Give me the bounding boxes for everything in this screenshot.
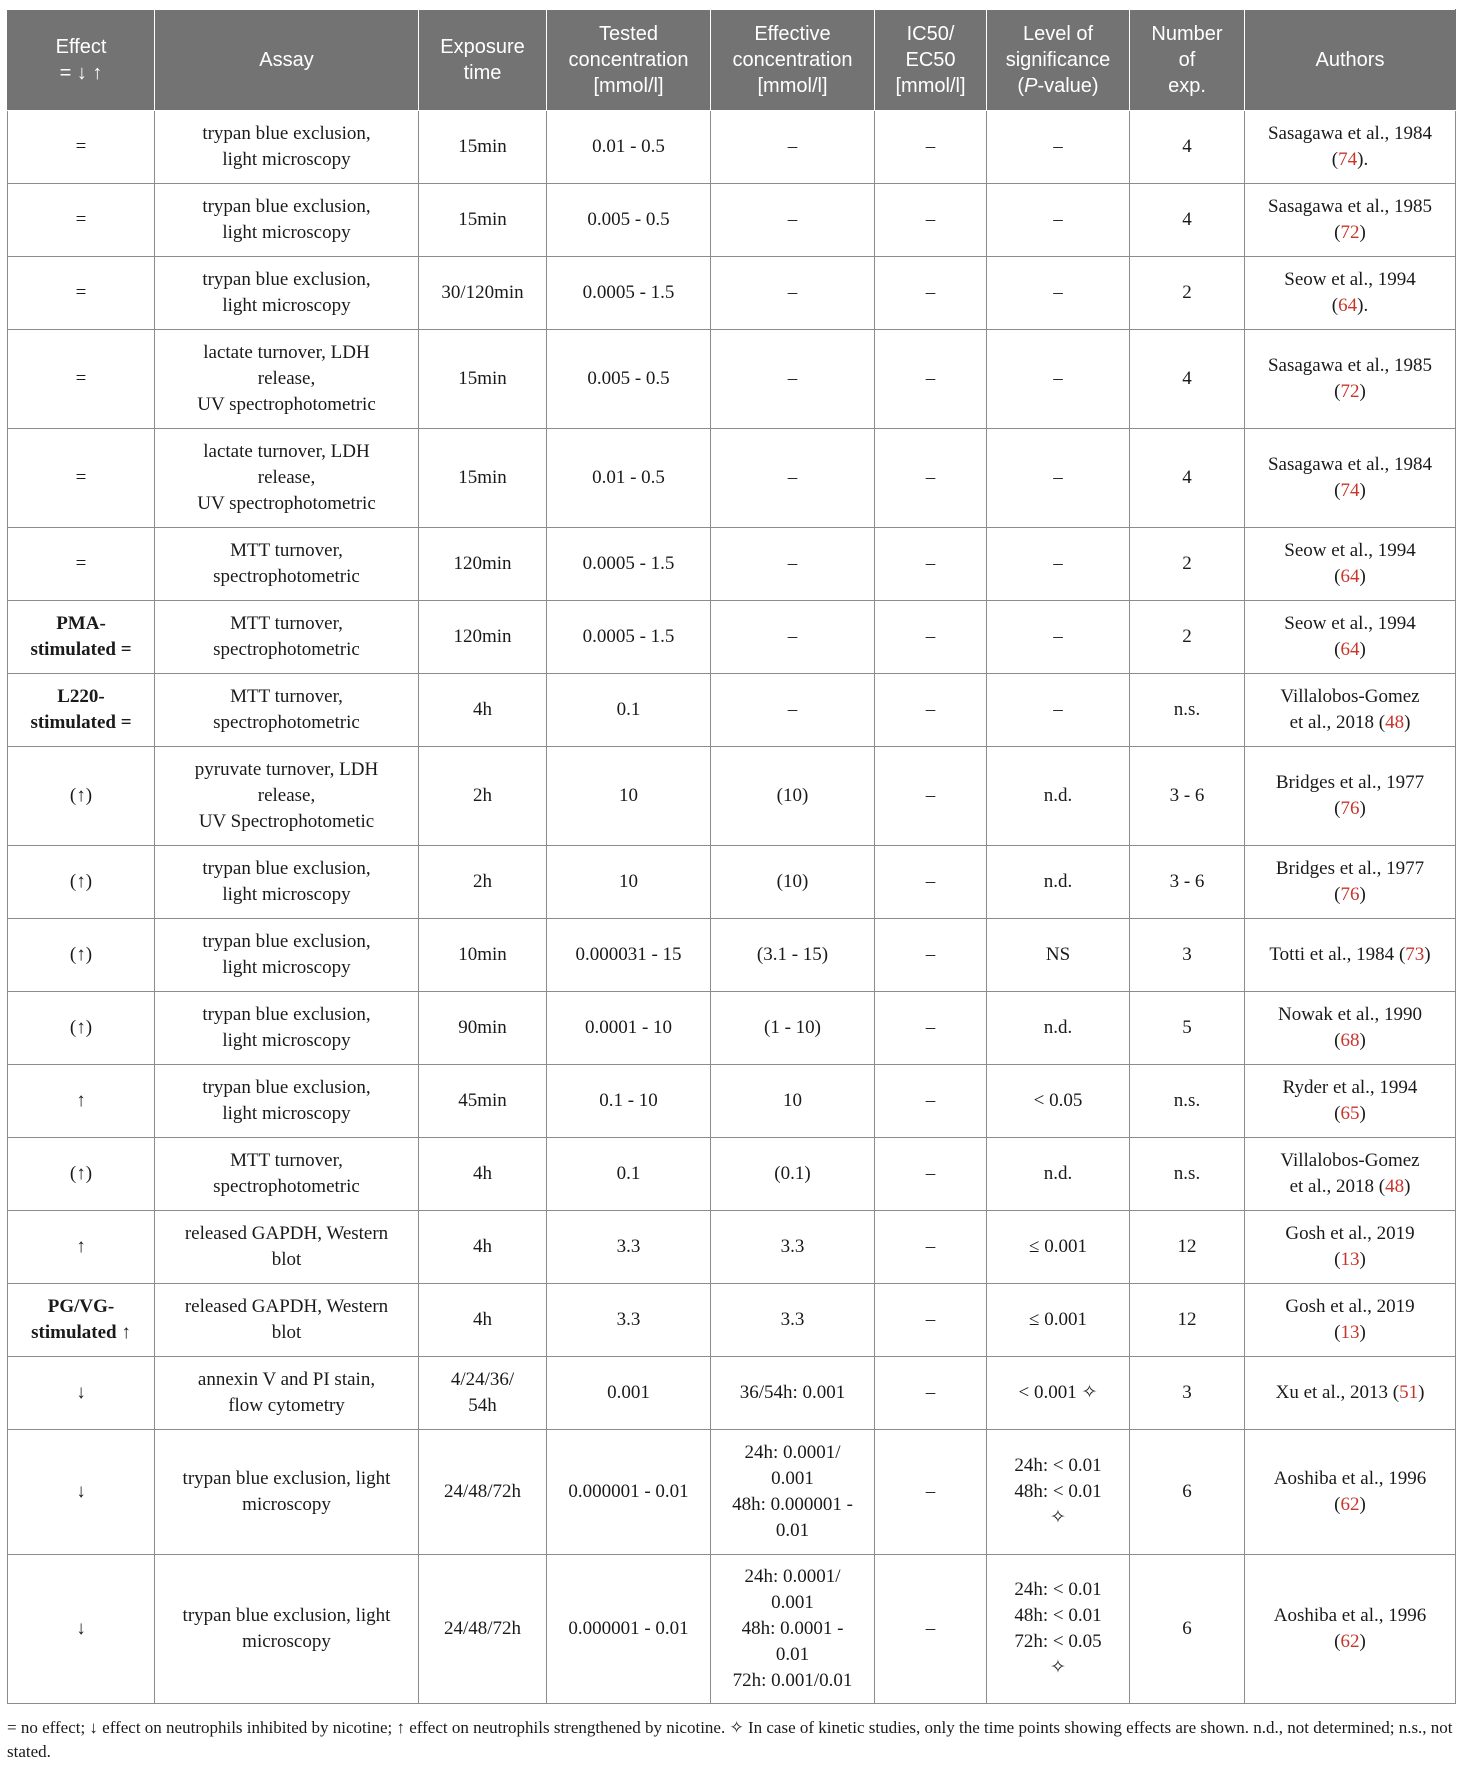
reference-link[interactable]: 64 (1338, 295, 1358, 316)
cell-effective-concentration: – (711, 257, 875, 330)
cell-assay: trypan blue exclusion, light microscopy (155, 919, 419, 992)
cell-tested-concentration: 0.0005 - 1.5 (547, 601, 711, 674)
table-row (8, 601, 1456, 674)
cell-ic50-ec50: – (875, 1430, 987, 1555)
cell-number-of-exp: 4 (1130, 330, 1245, 429)
cell-number-of-exp: 2 (1130, 257, 1245, 330)
cell-effective-concentration: – (711, 184, 875, 257)
table-row (8, 111, 1456, 184)
cell-significance: ≤ 0.001 (987, 1211, 1130, 1284)
author-text: Sasagawa et al., 1984 (1267, 454, 1433, 475)
cell-number-of-exp: 6 (1130, 1555, 1245, 1704)
cell-effective-concentration: – (711, 601, 875, 674)
author-text: Sasagawa et al., 1985 (1267, 196, 1433, 217)
table-row (8, 1555, 1456, 1704)
cell-authors: Sasagawa et al., 1985 (72) (1245, 330, 1456, 429)
cell-effective-concentration: 24h: 0.0001/ 0.001 48h: 0.0001 - 0.01 72h: 0.001/0.01 (711, 1555, 875, 1704)
cell-exposure-time: 30/120min (419, 257, 547, 330)
cell-effect: = (8, 184, 155, 257)
cell-authors: Aoshiba et al., 1996 (62) (1245, 1555, 1456, 1704)
reference-suffix: . (1363, 295, 1369, 316)
cell-significance: – (987, 330, 1130, 429)
table-row (8, 992, 1456, 1065)
table-header-row (8, 10, 1456, 111)
cell-number-of-exp: 4 (1130, 429, 1245, 528)
cell-tested-concentration: 3.3 (547, 1284, 711, 1357)
cell-tested-concentration: 0.1 - 10 (547, 1065, 711, 1138)
cell-effect: = (8, 528, 155, 601)
cell-tested-concentration: 0.005 - 0.5 (547, 184, 711, 257)
reference-link[interactable]: 76 (1340, 884, 1360, 905)
cell-number-of-exp: 3 - 6 (1130, 846, 1245, 919)
cell-effect: (↑) (8, 1138, 155, 1211)
cell-assay: released GAPDH, Western blot (155, 1211, 419, 1284)
table-row (8, 1065, 1456, 1138)
table-row (8, 257, 1456, 330)
cell-number-of-exp: 2 (1130, 528, 1245, 601)
cell-ic50-ec50: – (875, 528, 987, 601)
cell-assay: trypan blue exclusion, light microscopy (155, 1430, 419, 1555)
cell-number-of-exp: 12 (1130, 1211, 1245, 1284)
cell-significance: n.d. (987, 846, 1130, 919)
cell-authors: Nowak et al., 1990 (68) (1245, 992, 1456, 1065)
cell-exposure-time: 15min (419, 330, 547, 429)
cell-tested-concentration: 0.01 - 0.5 (547, 429, 711, 528)
cell-tested-concentration: 0.000001 - 0.01 (547, 1555, 711, 1704)
cell-number-of-exp: n.s. (1130, 1138, 1245, 1211)
header-tested-concentration: Tested concentration [mmol/l] (547, 10, 711, 111)
cell-number-of-exp: 3 - 6 (1130, 747, 1245, 846)
cell-authors: Seow et al., 1994 (64) (1245, 528, 1456, 601)
cell-authors: Villalobos-Gomez et al., 2018 (48) (1245, 1138, 1456, 1211)
cell-tested-concentration: 0.0005 - 1.5 (547, 528, 711, 601)
cell-exposure-time: 24/48/72h (419, 1430, 547, 1555)
cell-ic50-ec50: – (875, 1211, 987, 1284)
cell-significance: – (987, 184, 1130, 257)
cell-ic50-ec50: – (875, 992, 987, 1065)
cell-effect: ↑ (8, 1065, 155, 1138)
cell-authors: Gosh et al., 2019 (13) (1245, 1284, 1456, 1357)
cell-significance: – (987, 429, 1130, 528)
cell-tested-concentration: 10 (547, 747, 711, 846)
reference-link[interactable]: 76 (1340, 798, 1360, 819)
table-row (8, 919, 1456, 992)
reference-link[interactable]: 62 (1340, 1494, 1360, 1515)
cell-authors: Gosh et al., 2019 (13) (1245, 1211, 1456, 1284)
author-text: Nowak et al., 1990 (1277, 1004, 1423, 1025)
cell-authors: Xu et al., 2013 (51) (1245, 1357, 1456, 1430)
author-text: Gosh et al., 2019 (1285, 1296, 1415, 1317)
reference-link[interactable]: 65 (1340, 1103, 1360, 1124)
cell-ic50-ec50: – (875, 674, 987, 747)
reference-link[interactable]: 68 (1340, 1030, 1360, 1051)
cell-assay: trypan blue exclusion, light microscopy (155, 1065, 419, 1138)
cell-authors: Bridges et al., 1977 (76) (1245, 747, 1456, 846)
cell-exposure-time: 90min (419, 992, 547, 1065)
cell-tested-concentration: 0.1 (547, 674, 711, 747)
cell-effective-concentration: – (711, 330, 875, 429)
cell-exposure-time: 2h (419, 846, 547, 919)
cell-ic50-ec50: – (875, 429, 987, 528)
cell-ic50-ec50: – (875, 1138, 987, 1211)
cell-authors: Ryder et al., 1994 (65) (1245, 1065, 1456, 1138)
cell-significance: – (987, 601, 1130, 674)
cell-effect: (↑) (8, 747, 155, 846)
author-text: Seow et al., 1994 (1284, 613, 1416, 634)
cell-assay: lactate turnover, LDH release, UV spectrophotometric (155, 330, 419, 429)
cell-effective-concentration: – (711, 674, 875, 747)
cell-tested-concentration: 0.000001 - 0.01 (547, 1430, 711, 1555)
cell-ic50-ec50: – (875, 184, 987, 257)
cell-significance: – (987, 528, 1130, 601)
cell-effective-concentration: 36/54h: 0.001 (711, 1357, 875, 1430)
cell-exposure-time: 15min (419, 111, 547, 184)
cell-tested-concentration: 10 (547, 846, 711, 919)
cell-effect: ↓ (8, 1430, 155, 1555)
cell-number-of-exp: 2 (1130, 601, 1245, 674)
cell-number-of-exp: 6 (1130, 1430, 1245, 1555)
cell-authors: Bridges et al., 1977 (76) (1245, 846, 1456, 919)
cell-tested-concentration: 0.0005 - 1.5 (547, 257, 711, 330)
cell-assay: trypan blue exclusion, light microscopy (155, 111, 419, 184)
cell-assay: MTT turnover, spectrophotometric (155, 1138, 419, 1211)
table-row (8, 330, 1456, 429)
cell-effective-concentration: (10) (711, 747, 875, 846)
cell-number-of-exp: 3 (1130, 919, 1245, 992)
cell-significance: – (987, 257, 1130, 330)
reference-link[interactable]: 64 (1340, 639, 1360, 660)
cell-effective-concentration: 24h: 0.0001/ 0.001 48h: 0.000001 - 0.01 (711, 1430, 875, 1555)
cell-number-of-exp: n.s. (1130, 1065, 1245, 1138)
cell-effect: = (8, 330, 155, 429)
cell-exposure-time: 4h (419, 674, 547, 747)
cell-tested-concentration: 3.3 (547, 1211, 711, 1284)
reference-link[interactable]: 13 (1340, 1322, 1360, 1343)
author-text: Seow et al., 1994 (1284, 540, 1416, 561)
cell-exposure-time: 24/48/72h (419, 1555, 547, 1704)
cell-significance: < 0.001 ✧ (987, 1357, 1130, 1430)
cell-significance: < 0.05 (987, 1065, 1130, 1138)
cell-effect: (↑) (8, 846, 155, 919)
cell-ic50-ec50: – (875, 601, 987, 674)
cell-effect: = (8, 257, 155, 330)
cell-effect: = (8, 429, 155, 528)
cell-assay: trypan blue exclusion, light microscopy (155, 1555, 419, 1704)
cell-significance: ≤ 0.001 (987, 1284, 1130, 1357)
cell-assay: pyruvate turnover, LDH release, UV Spectrophotometic (155, 747, 419, 846)
reference-suffix: . (1363, 149, 1369, 170)
table-row (8, 846, 1456, 919)
author-text: Aoshiba et al., 1996 (1273, 1468, 1427, 1489)
cell-assay: trypan blue exclusion, light microscopy (155, 992, 419, 1065)
table-row (8, 1211, 1456, 1284)
cell-exposure-time: 4h (419, 1211, 547, 1284)
cell-number-of-exp: 4 (1130, 184, 1245, 257)
cell-number-of-exp: 4 (1130, 111, 1245, 184)
cell-exposure-time: 4h (419, 1138, 547, 1211)
cell-tested-concentration: 0.0001 - 10 (547, 992, 711, 1065)
cell-ic50-ec50: – (875, 846, 987, 919)
cell-authors: Aoshiba et al., 1996 (62) (1245, 1430, 1456, 1555)
cell-exposure-time: 15min (419, 429, 547, 528)
cell-authors: Sasagawa et al., 1984 (74). (1245, 111, 1456, 184)
reference-link[interactable]: 62 (1340, 1631, 1360, 1652)
cell-authors: Seow et al., 1994 (64). (1245, 257, 1456, 330)
reference-link[interactable]: 48 (1385, 712, 1405, 733)
cell-assay: trypan blue exclusion, light microscopy (155, 257, 419, 330)
author-text: Bridges et al., 1977 (1275, 772, 1425, 793)
cell-effect: = (8, 111, 155, 184)
cell-significance: NS (987, 919, 1130, 992)
cell-exposure-time: 120min (419, 528, 547, 601)
cell-number-of-exp: 3 (1130, 1357, 1245, 1430)
cell-ic50-ec50: – (875, 111, 987, 184)
cell-effective-concentration: – (711, 429, 875, 528)
cell-exposure-time: 4/24/36/ 54h (419, 1357, 547, 1430)
cell-effective-concentration: (10) (711, 846, 875, 919)
cell-tested-concentration: 0.005 - 0.5 (547, 330, 711, 429)
table-row (8, 674, 1456, 747)
author-text: Gosh et al., 2019 (1285, 1223, 1415, 1244)
cell-effect: ↑ (8, 1211, 155, 1284)
cell-effect: L220- stimulated = (8, 674, 155, 747)
header-exposure-time: Exposure time (419, 10, 547, 111)
cell-number-of-exp: n.s. (1130, 674, 1245, 747)
cell-effect: PMA- stimulated = (8, 601, 155, 674)
header-assay: Assay (155, 10, 419, 111)
cell-number-of-exp: 12 (1130, 1284, 1245, 1357)
cell-authors: Totti et al., 1984 (73) (1245, 919, 1456, 992)
cell-exposure-time: 2h (419, 747, 547, 846)
author-text: Villalobos-Gomez et al., 2018 (1280, 1150, 1420, 1197)
cell-ic50-ec50: – (875, 330, 987, 429)
header-effective-concentration: Effective concentration [mmol/l] (711, 10, 875, 111)
cell-assay: MTT turnover, spectrophotometric (155, 674, 419, 747)
cell-ic50-ec50: – (875, 257, 987, 330)
cell-assay: annexin V and PI stain, flow cytometry (155, 1357, 419, 1430)
table-row (8, 747, 1456, 846)
cell-assay: trypan blue exclusion, light microscopy (155, 846, 419, 919)
cell-effective-concentration: (3.1 - 15) (711, 919, 875, 992)
table-row (8, 1284, 1456, 1357)
cell-authors: Villalobos-Gomez et al., 2018 (48) (1245, 674, 1456, 747)
table-row (8, 184, 1456, 257)
cell-ic50-ec50: – (875, 1284, 987, 1357)
author-text: Sasagawa et al., 1984 (1267, 123, 1433, 144)
cell-effective-concentration: (1 - 10) (711, 992, 875, 1065)
table-row (8, 1357, 1456, 1430)
cell-effective-concentration: – (711, 528, 875, 601)
cell-effect: (↑) (8, 992, 155, 1065)
reference-link[interactable]: 51 (1399, 1382, 1419, 1403)
header-authors: Authors (1245, 10, 1456, 111)
cell-ic50-ec50: – (875, 1357, 987, 1430)
header-effect: Effect = ↓ ↑ (8, 10, 155, 111)
cell-effect: ↓ (8, 1555, 155, 1704)
author-text: Villalobos-Gomez et al., 2018 (1280, 686, 1420, 733)
author-text: Bridges et al., 1977 (1275, 858, 1425, 879)
cell-effective-concentration: 3.3 (711, 1284, 875, 1357)
cell-tested-concentration: 0.1 (547, 1138, 711, 1211)
reference-link[interactable]: 64 (1340, 566, 1360, 587)
cell-exposure-time: 120min (419, 601, 547, 674)
cell-exposure-time: 4h (419, 1284, 547, 1357)
header-ic50-ec50: IC50/ EC50 [mmol/l] (875, 10, 987, 111)
author-text: Xu et al., 2013 (1275, 1382, 1388, 1403)
cell-exposure-time: 45min (419, 1065, 547, 1138)
cell-tested-concentration: 0.000031 - 15 (547, 919, 711, 992)
cell-effect: (↑) (8, 919, 155, 992)
cell-effective-concentration: 3.3 (711, 1211, 875, 1284)
cell-exposure-time: 15min (419, 184, 547, 257)
table-footnote: = no effect; ↓ effect on neutrophils inhibited by nicotine; ↑ effect on neutrophils strengthened by nicotine. ✧ In case of kinetic studies, only the time points showing effects are shown. n.d., not determined; n.s., not stated. (7, 1718, 1453, 1761)
cell-significance: 24h: < 0.01 48h: < 0.01 ✧ (987, 1430, 1130, 1555)
cell-assay: released GAPDH, Western blot (155, 1284, 419, 1357)
table-row (8, 1430, 1456, 1555)
cell-ic50-ec50: – (875, 1065, 987, 1138)
cell-tested-concentration: 0.001 (547, 1357, 711, 1430)
author-text: Sasagawa et al., 1985 (1267, 355, 1433, 376)
cell-significance: n.d. (987, 992, 1130, 1065)
header-significance: Level of significance (P-value) (987, 10, 1130, 111)
reference-link[interactable]: 74 (1340, 480, 1360, 501)
table-row (8, 429, 1456, 528)
author-text: Ryder et al., 1994 (1282, 1077, 1418, 1098)
cell-assay: trypan blue exclusion, light microscopy (155, 184, 419, 257)
reference-link[interactable]: 13 (1340, 1249, 1360, 1270)
cell-significance: n.d. (987, 1138, 1130, 1211)
author-text: Aoshiba et al., 1996 (1273, 1605, 1427, 1626)
table-body (8, 111, 1456, 1704)
table-row (8, 528, 1456, 601)
cell-significance: – (987, 111, 1130, 184)
cell-number-of-exp: 5 (1130, 992, 1245, 1065)
cell-significance: – (987, 674, 1130, 747)
cell-ic50-ec50: – (875, 747, 987, 846)
cell-ic50-ec50: – (875, 919, 987, 992)
reference-link[interactable]: 48 (1385, 1176, 1405, 1197)
cell-assay: MTT turnover, spectrophotometric (155, 528, 419, 601)
cell-authors: Sasagawa et al., 1984 (74) (1245, 429, 1456, 528)
cell-authors: Seow et al., 1994 (64) (1245, 601, 1456, 674)
cell-ic50-ec50: – (875, 1555, 987, 1704)
cell-effective-concentration: 10 (711, 1065, 875, 1138)
cell-effect: PG/VG- stimulated ↑ (8, 1284, 155, 1357)
cell-effect: ↓ (8, 1357, 155, 1430)
cell-assay: lactate turnover, LDH release, UV spectrophotometric (155, 429, 419, 528)
results-table (7, 9, 1456, 1704)
cell-assay: MTT turnover, spectrophotometric (155, 601, 419, 674)
cell-authors: Sasagawa et al., 1985 (72) (1245, 184, 1456, 257)
author-text: Seow et al., 1994 (1284, 269, 1416, 290)
cell-effective-concentration: (0.1) (711, 1138, 875, 1211)
header-number-of-exp: Number of exp. (1130, 10, 1245, 111)
table-row (8, 1138, 1456, 1211)
cell-tested-concentration: 0.01 - 0.5 (547, 111, 711, 184)
reference-link[interactable]: 72 (1340, 222, 1360, 243)
cell-exposure-time: 10min (419, 919, 547, 992)
cell-significance: 24h: < 0.01 48h: < 0.01 72h: < 0.05 ✧ (987, 1555, 1130, 1704)
reference-link[interactable]: 72 (1340, 381, 1360, 402)
reference-link[interactable]: 73 (1405, 944, 1425, 965)
cell-effective-concentration: – (711, 111, 875, 184)
reference-link[interactable]: 74 (1338, 149, 1358, 170)
author-text: Totti et al., 1984 (1269, 944, 1395, 965)
cell-significance: n.d. (987, 747, 1130, 846)
